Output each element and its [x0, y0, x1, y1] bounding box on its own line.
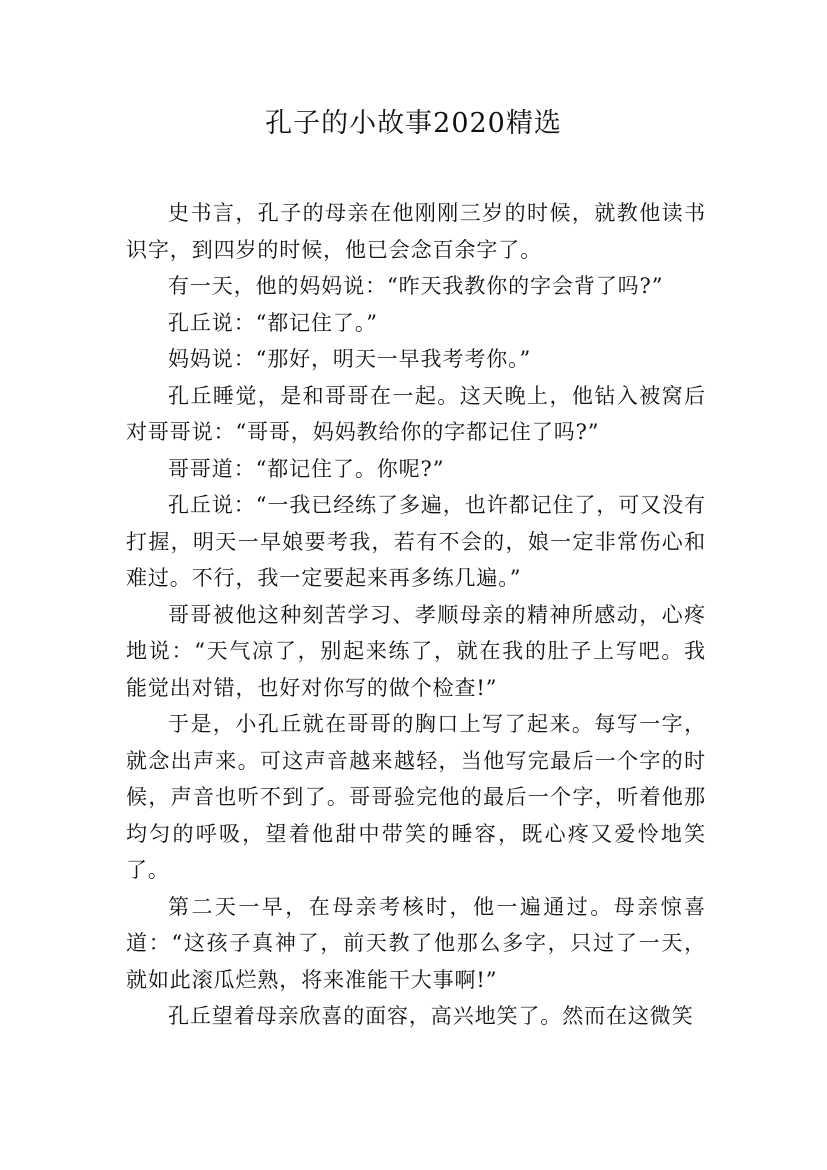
paragraph: 孔丘说：“一我已经练了多遍，也许都记住了，可又没有打握，明天一早娘要考我，若有不会的，娘一定非常伤心和难过。不行，我一定要起来再多练几遍。” — [126, 493, 706, 590]
paragraph: 哥哥被他这种刻苦学习、孝顺母亲的精神所感动，心疼地说：“天气凉了，别起来练了，就在我的肚子上写吧。我能觉出对错，也好对你写的做个检查!” — [126, 602, 706, 700]
paragraph: 史书言，孔子的母亲在他刚刚三岁的时候，就教他读书识字，到四岁的时候，他已会念百余字了。 — [126, 201, 706, 262]
paragraph: 第二天一早，在母亲考核时，他一遍通过。母亲惊喜道：“这孩子真神了，前天教了他那么多字，只过了一天，就如此滚瓜烂熟，将来准能干大事啊!” — [126, 894, 706, 992]
document-title: 孔子的小故事2020精选 — [265, 108, 562, 139]
paragraph: 妈妈说：“那好，明天一早我考考你。” — [168, 347, 532, 371]
paragraph: 孔丘说：“都记住了。” — [168, 310, 378, 335]
paragraph: 于是，小孔丘就在哥哥的胸口上写了起来。每写一字，就念出声来。可这声音越来越轻，当他写完最后一个字的时候，声音也听不到了。哥哥验完他的最后一个字，听着他那均匀的呼吸，望着他甜中带笑的睡容，既心疼又爱怜地笑了。 — [126, 712, 706, 882]
paragraph: 孔丘睡觉，是和哥哥在一起。这天晚上，他钻入被窝后对哥哥说：“哥哥，妈妈教给你的字都记住了吗?” — [126, 383, 706, 444]
paragraph: 孔丘望着母亲欣喜的面容，高兴地笑了。然而在这微笑 — [168, 1004, 694, 1028]
paragraph: 有一天，他的妈妈说：“昨天我教你的字会背了吗?” — [168, 274, 664, 298]
paragraph: 哥哥道：“都记住了。你呢?” — [168, 456, 445, 481]
document-body — [126, 195, 706, 1035]
